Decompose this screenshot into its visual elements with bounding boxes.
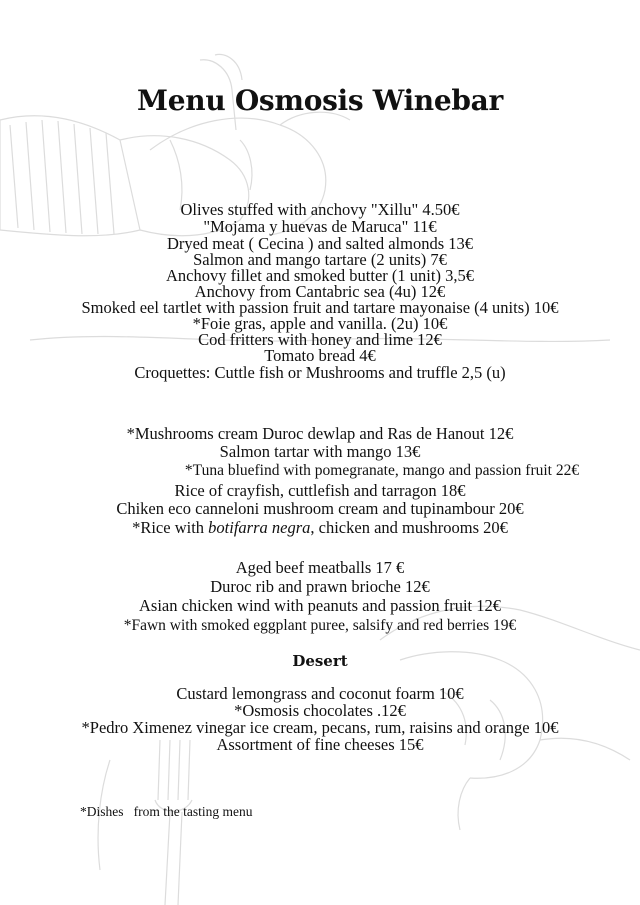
menu-item: Rice of crayfish, cuttlefish and tarragon 18€ <box>174 481 466 500</box>
menu-item: Anchovy from Cantabric sea (4u) 12€ <box>194 282 446 301</box>
menu-item: Duroc rib and prawn brioche 12€ <box>210 577 430 596</box>
rice-suffix: , chicken and mushrooms 20€ <box>310 518 508 537</box>
menu-item: Salmon tartar with mango 13€ <box>219 442 421 461</box>
desert-heading: Desert <box>292 652 348 670</box>
menu-item: Custard lemongrass and coconut foarm 10€ <box>176 684 464 703</box>
menu-item: Asian chicken wind with peanuts and passion fruit 12€ <box>138 596 502 615</box>
menu-item: Aged beef meatballs 17 € <box>235 558 405 577</box>
menu-item: *Tuna bluefind with pomegranate, mango and passion fruit 22€ <box>184 462 580 479</box>
menu-item: Smoked eel tartlet with passion fruit and tartare mayonaise (4 units) 10€ <box>81 298 559 317</box>
menu-item: Olives stuffed with anchovy "Xillu" 4.50€ <box>180 200 460 219</box>
menu-item: Tomato bread 4€ <box>264 346 376 365</box>
menu-title: Menu Osmosis Winebar <box>137 84 503 117</box>
footnote: *Dishes from the tasting menu <box>80 804 253 819</box>
menu-item: *Foie gras, apple and vanilla. (2u) 10€ <box>192 314 448 333</box>
menu-item: Chiken eco canneloni mushroom cream and tupinambour 20€ <box>116 499 524 518</box>
menu-item: *Osmosis chocolates .12€ <box>234 701 406 720</box>
menu-item: Croquettes: Cuttle fish or Mushrooms and truffle 2,5 (u) <box>134 363 506 382</box>
menu-item: "Mojama y huevas de Maruca" 11€ <box>203 217 437 236</box>
menu-item-rice <box>0 519 640 537</box>
fork-illustration <box>98 740 192 905</box>
menu-item: *Pedro Ximenez vinegar ice cream, pecans, rum, raisins and orange 10€ <box>81 718 559 737</box>
rice-emphasis: botifarra negra <box>208 518 311 537</box>
menu-item: *Mushrooms cream Duroc dewlap and Ras de Hanout 12€ <box>126 424 514 443</box>
rice-prefix: *Rice with <box>132 518 209 537</box>
menu-item: Dryed meat ( Cecina ) and salted almonds 13€ <box>166 234 474 253</box>
menu-item: *Fawn with smoked eggplant puree, salsify and red berries 19€ <box>123 617 517 634</box>
menu-item: Assortment of fine cheeses 15€ <box>216 735 424 754</box>
menu-item: Anchovy fillet and smoked butter (1 unit) 3,5€ <box>166 266 474 285</box>
menu-item: Cod fritters with honey and lime 12€ <box>198 330 442 349</box>
menu-item: Salmon and mango tartare (2 units) 7€ <box>193 250 447 269</box>
